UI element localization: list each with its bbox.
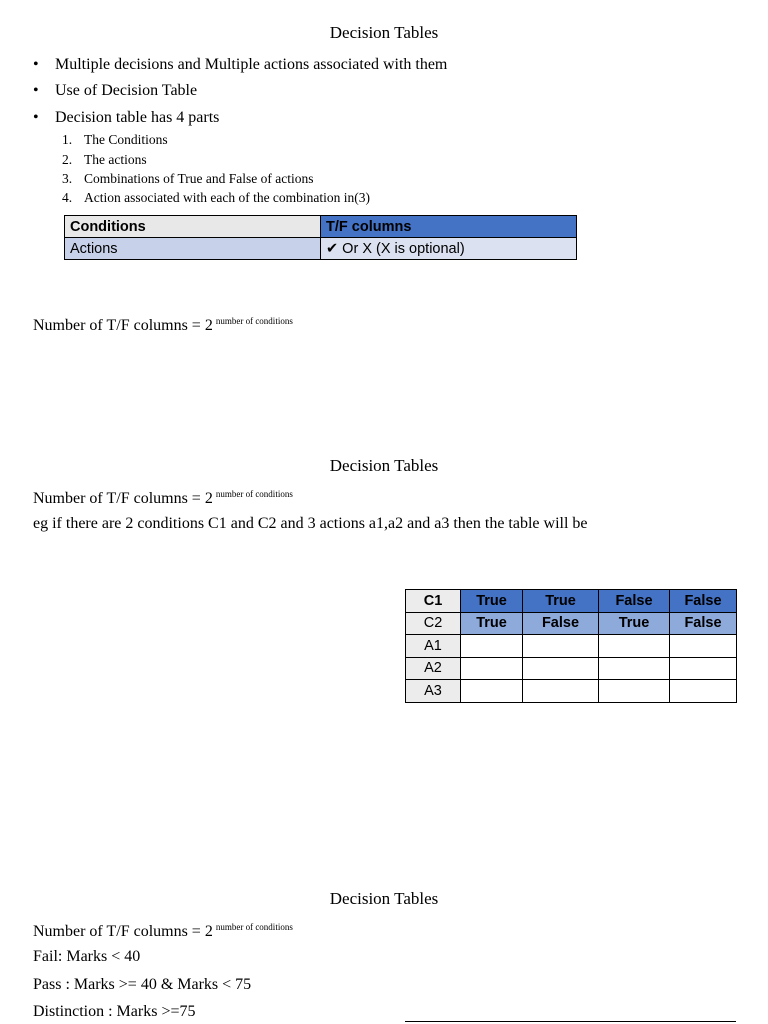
part-text: The actions xyxy=(84,152,147,167)
conditions-cell: Conditions xyxy=(65,216,321,238)
table-row xyxy=(406,612,737,635)
marks-cell: ✔ Or X (X is optional) xyxy=(321,238,577,260)
table-cell: False xyxy=(599,590,670,613)
section3-title: Decision Tables xyxy=(329,889,439,908)
table-cell xyxy=(599,657,670,680)
bullet-text: Multiple decisions and Multiple actions associated with them xyxy=(55,56,448,73)
part-item xyxy=(62,152,147,168)
tf-columns-cell: T/F columns xyxy=(321,216,577,238)
table-row xyxy=(406,680,737,703)
part-text: Combinations of True and False of actions xyxy=(84,171,314,186)
table-cell: False xyxy=(670,612,737,635)
formula-exponent: number of conditions xyxy=(215,489,293,499)
table-cell xyxy=(670,635,737,658)
part-text: Action associated with each of the combination in(3) xyxy=(84,190,371,205)
formula xyxy=(33,489,293,508)
example-table xyxy=(405,589,737,703)
formula-exponent: number of conditions xyxy=(215,922,293,932)
part-item xyxy=(62,132,168,148)
table-row xyxy=(406,657,737,680)
table-cell xyxy=(670,680,737,703)
table-top-border xyxy=(405,1021,736,1022)
formula-main: Number of T/F columns = 2 xyxy=(33,923,213,940)
table-row xyxy=(406,590,737,613)
table-cell xyxy=(523,657,599,680)
section1-title: Decision Tables xyxy=(329,23,439,42)
row-label: C1 xyxy=(406,590,461,613)
table-cell: False xyxy=(523,612,599,635)
formula-exponent: number of conditions xyxy=(215,316,293,326)
row-label: A1 xyxy=(406,635,461,658)
row-label: A2 xyxy=(406,657,461,680)
table-cell xyxy=(670,657,737,680)
table-cell xyxy=(599,680,670,703)
part-item xyxy=(62,190,370,206)
actions-cell: Actions xyxy=(65,238,321,260)
part-number: 3. xyxy=(62,171,73,186)
part-item xyxy=(62,171,314,187)
part-number: 1. xyxy=(62,132,73,147)
bullet-dot-icon: • xyxy=(33,109,39,126)
part-number: 2. xyxy=(62,152,73,167)
table-cell xyxy=(461,635,523,658)
row-label: A3 xyxy=(406,680,461,703)
bullet-text: Use of Decision Table xyxy=(55,82,198,99)
part-text: The Conditions xyxy=(84,132,168,147)
table-cell xyxy=(461,657,523,680)
bullet-text: Decision table has 4 parts xyxy=(55,109,220,126)
table-cell xyxy=(461,680,523,703)
formula xyxy=(33,316,293,335)
table-cell: False xyxy=(670,590,737,613)
table-row xyxy=(406,635,737,658)
part-number: 4. xyxy=(62,190,73,205)
rule-line: Pass : Marks >= 40 & Marks < 75 xyxy=(33,976,252,993)
formula xyxy=(33,922,293,941)
bullet-dot-icon: • xyxy=(33,82,39,99)
section2-title: Decision Tables xyxy=(329,456,439,475)
table-cell xyxy=(599,635,670,658)
table-cell: True xyxy=(461,590,523,613)
example-text: eg if there are 2 conditions C1 and C2 and 3 actions a1,a2 and a3 then the table will be xyxy=(33,515,588,532)
table-cell: True xyxy=(461,612,523,635)
structure-table xyxy=(64,215,577,260)
formula-main: Number of T/F columns = 2 xyxy=(33,317,213,334)
table-cell: True xyxy=(523,590,599,613)
row-label: C2 xyxy=(406,612,461,635)
table-cell: True xyxy=(599,612,670,635)
table-cell xyxy=(523,635,599,658)
formula-main: Number of T/F columns = 2 xyxy=(33,490,213,507)
table-cell xyxy=(523,680,599,703)
rule-line: Distinction : Marks >=75 xyxy=(33,1003,196,1020)
bullet-dot-icon: • xyxy=(33,56,39,73)
rule-line: Fail: Marks < 40 xyxy=(33,948,141,965)
